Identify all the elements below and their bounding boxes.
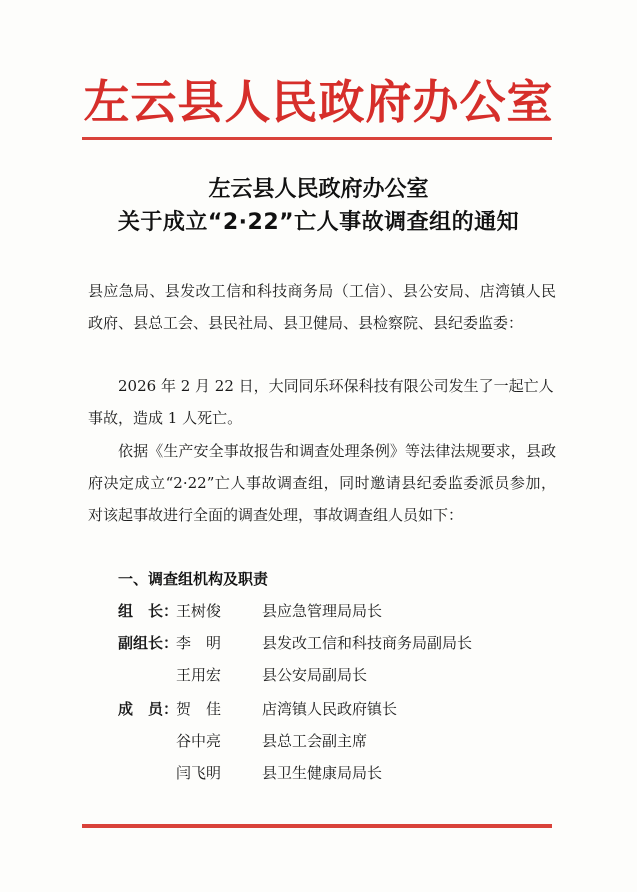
member-row <box>118 664 367 694</box>
document-title-line2: 关于成立“2·22”亡人事故调查组的通知 <box>117 210 520 235</box>
addressee-list: 县应急局、县发改工信和科技商务局（工信）、县公安局、店湾镇人民政府、县总工会、县民社局、县卫健局、县检察院、县纪委监委： <box>88 282 556 332</box>
section-heading: 一、调查组机构及职责 <box>118 570 269 588</box>
member-post: 县总工会副主席 <box>262 732 368 750</box>
member-role: 副组长： <box>118 634 179 652</box>
member-post: 县公安局副局长 <box>262 666 368 684</box>
member-post: 县卫生健康局局长 <box>262 764 383 782</box>
red-masthead: 左云县人民政府办公室 <box>83 75 554 129</box>
member-row <box>118 762 382 792</box>
member-row <box>118 730 367 760</box>
member-row <box>118 698 397 728</box>
footer-red-rule <box>82 824 552 828</box>
member-post: 县应急管理局局长 <box>262 602 383 620</box>
member-row <box>118 632 472 662</box>
member-role: 成 员： <box>118 700 179 718</box>
member-name: 李 明 <box>176 634 222 652</box>
member-name: 王树俊 <box>176 602 222 620</box>
masthead-red-rule <box>82 137 552 140</box>
document-title-line1: 左云县人民政府办公室 <box>208 177 429 202</box>
member-name: 谷中亮 <box>176 732 222 750</box>
member-post: 店湾镇人民政府镇长 <box>262 700 398 718</box>
member-role: 组 长： <box>118 602 179 620</box>
member-post: 县发改工信和科技商务局副局长 <box>262 634 473 652</box>
member-name: 贺 佳 <box>176 700 222 718</box>
basis-paragraph: 依据《生产安全事故报告和调查处理条例》等法律法规要求，县政府决定成立“2·22”亡人事故调查组，同时邀请县纪委监委派员参加，对该起事故进行全面的调查处理，事故调查组人员如下： <box>88 442 556 524</box>
member-name: 王用宏 <box>176 666 222 684</box>
member-name: 闫飞明 <box>176 764 222 782</box>
member-row <box>118 600 382 630</box>
incident-paragraph: 2026 年 2 月 22 日，大同同乐环保科技有限公司发生了一起亡人事故，造成 1 人死亡。 <box>88 377 554 427</box>
